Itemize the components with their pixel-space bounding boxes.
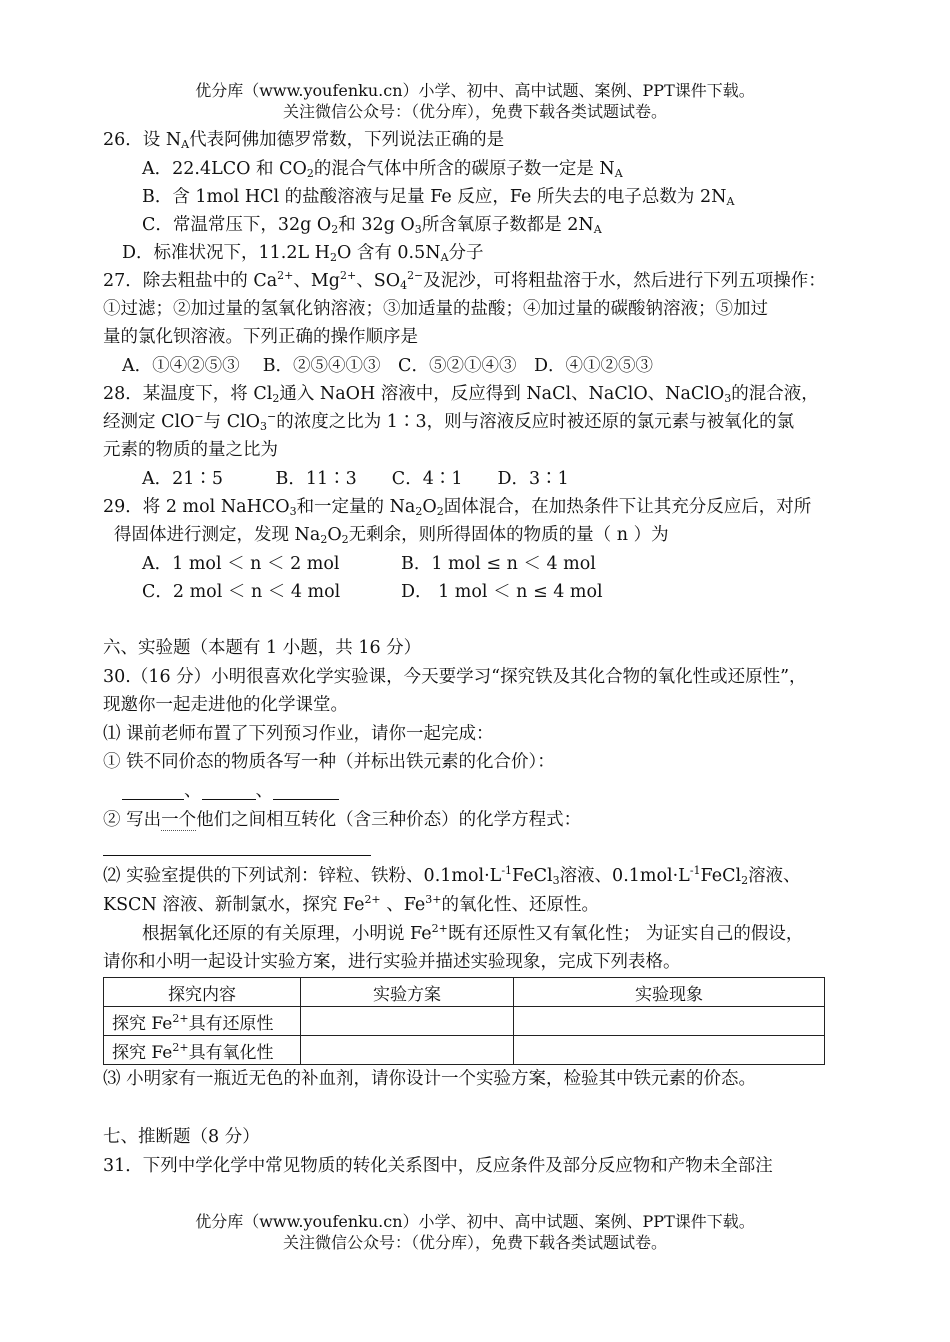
answer-blank-3[interactable]	[273, 781, 339, 800]
table-row	[104, 1036, 825, 1065]
q30-part-2-line-1: ⑵ 实验室提供的下列试剂：锌粒、铁粉、$0.1mol\cdot L^{-1}FeCl_3$溶液、$0.1mol\cdot L^{-1}FeCl_2$溶液、	[103, 864, 801, 887]
q29-option-c: C．2 mol ＜ n ＜ 4 mol	[142, 582, 341, 602]
plan-answer-cell[interactable]	[301, 1007, 514, 1036]
answer-blank-1[interactable]	[122, 781, 184, 800]
q26-option-a: A．22.4LCO 和 $CO_2$的混合气体中所含的碳原子数一定是 $N_A$	[142, 159, 623, 180]
footer-line-2: 关注微信公众号：（优分库），免费下载各类试题试卷。	[282, 1233, 667, 1252]
experiment-table	[103, 977, 825, 1065]
footer-line-1: 优分库（www.youfenku.cn）小学、初中、高中试题、案例、PPT课件下载。	[195, 1212, 755, 1231]
phenomenon-answer-cell[interactable]	[514, 1036, 825, 1065]
answer-blank-2[interactable]	[202, 781, 256, 800]
q27-options: A．①④②⑤③ B．②⑤④①③ C．⑤②①④③ D．④①②⑤③	[122, 356, 653, 376]
q26-option-d: D．标准状况下，11.2L $H_2O$ 含有 $0.5N_A$分子	[122, 243, 484, 264]
table-cell-oxidizing: 探究 $Fe^{2+}$具有氧化性	[104, 1036, 301, 1065]
table-row	[104, 1007, 825, 1036]
q30-stem-line-1: 30.（16 分）小明很喜欢化学实验课，今天要学习“探究铁及其化合物的氧化性或还原性”，	[103, 667, 807, 687]
table-header-cell: 实验方案	[301, 978, 514, 1007]
q29-stem-line-2: 得固体进行测定，发现 $Na_2O_2$无剩余，则所得固体的物质的量（ n ）为	[114, 525, 669, 546]
q30-part-2-line-4: 请你和小明一起设计实验方案，进行实验并描述实验现象，完成下列表格。	[103, 952, 681, 972]
table-header-cell: 实验现象	[514, 978, 825, 1007]
q30-part-3: ⑶ 小明家有一瓶近无色的补血剂，请你设计一个实验方案，检验其中铁元素的价态。	[103, 1069, 757, 1089]
section-7-title: 七、推断题（8 分）	[103, 1127, 260, 1147]
q26-option-b: B．含 1mol HCl 的盐酸溶液与足量 Fe 反应，Fe 所失去的电子总数为 $2N_A$	[142, 187, 735, 208]
q28-stem-line-3: 元素的物质的量之比为	[103, 440, 278, 460]
header-line-1: 优分库（www.youfenku.cn）小学、初中、高中试题、案例、PPT课件下载。	[195, 81, 755, 100]
iron-valence-blanks: 、 、	[122, 777, 339, 805]
header-line-2: 关注微信公众号：（优分库），免费下载各类试题试卷。	[282, 102, 667, 121]
q30-part-1-1: ① 铁不同价态的物质各写一种（并标出铁元素的化合价）：	[103, 752, 555, 772]
q30-part-2-line-3: 根据氧化还原的有关原理，小明说 $Fe^{2+}$既有还原性又有氧化性； 为证实自己的假设，	[142, 922, 804, 944]
q26-option-c: C．常温常压下，32g $O_2$和 32g $O_3$所含氧原子数都是 $2N_A$	[142, 215, 602, 236]
q29-option-d: D． 1 mol ＜ n ≤ 4 mol	[401, 582, 603, 602]
q28-options: A．21∶5 B．11∶3 C．4∶1 D．3∶1	[142, 469, 569, 489]
equation-answer-line[interactable]	[103, 855, 371, 856]
q27-stem-line-2: ①过滤；②加过量的氢氧化钠溶液；③加适量的盐酸；④加过量的碳酸钠溶液；⑤加过	[103, 299, 768, 319]
q28-stem-line-1: 28．某温度下，将 $Cl_2$通入 NaOH 溶液中，反应得到 NaCl、NaClO、NaClO$_3$的混合液，	[103, 384, 819, 405]
q30-part-1-2: ② 写出一个他们之间相互转化（含三种价态）的化学方程式：	[103, 810, 582, 830]
q26-stem: 26．设 $N_A$代表阿佛加德罗常数，下列说法正确的是	[103, 130, 505, 151]
q28-stem-line-2: 经测定 ClO−与 ClO$_3$−的浓度之比为 1∶3，则与溶液反应时被还原的氯元素与被氧化的氯	[103, 410, 795, 433]
q27-stem-line-1: 27．除去粗盐中的 $Ca^{2+}$、$Mg^{2+}$、$SO_4^{2-}$及泥沙，可将粗盐溶于水，然后进行下列五项操作：	[103, 269, 826, 292]
q30-part-1: ⑴ 课前老师布置了下列预习作业，请你一起完成：	[103, 724, 494, 744]
q30-part-2-line-2: KSCN 溶液、新制氯水，探究 $Fe^{2+}$ 、$Fe^{3+}$的氧化性、还原性。	[103, 893, 599, 915]
section-6-title: 六、实验题（本题有 1 小题，共 16 分）	[103, 638, 422, 658]
q29-option-b: B．1 mol ≤ n ＜ 4 mol	[401, 554, 596, 574]
table-header-cell: 探究内容	[104, 978, 301, 1007]
q29-stem-line-1: 29．将 2 mol NaHCO$_3$和一定量的 $Na_2O_2$固体混合，在加热条件下让其充分反应后，对所	[103, 497, 812, 518]
q27-stem-line-3: 量的氯化钡溶液。下列正确的操作顺序是	[103, 327, 418, 347]
q29-option-a: A．1 mol ＜ n ＜ 2 mol	[142, 554, 340, 574]
plan-answer-cell[interactable]	[301, 1036, 514, 1065]
table-header-row	[104, 978, 825, 1007]
table-cell-reducing: 探究 $Fe^{2+}$具有还原性	[104, 1007, 301, 1036]
q31-stem: 31．下列中学化学中常见物质的转化关系图中，反应条件及部分反应物和产物未全部注	[103, 1156, 773, 1176]
q30-stem-line-2: 现邀你一起走进他的化学课堂。	[103, 695, 348, 715]
phenomenon-answer-cell[interactable]	[514, 1007, 825, 1036]
